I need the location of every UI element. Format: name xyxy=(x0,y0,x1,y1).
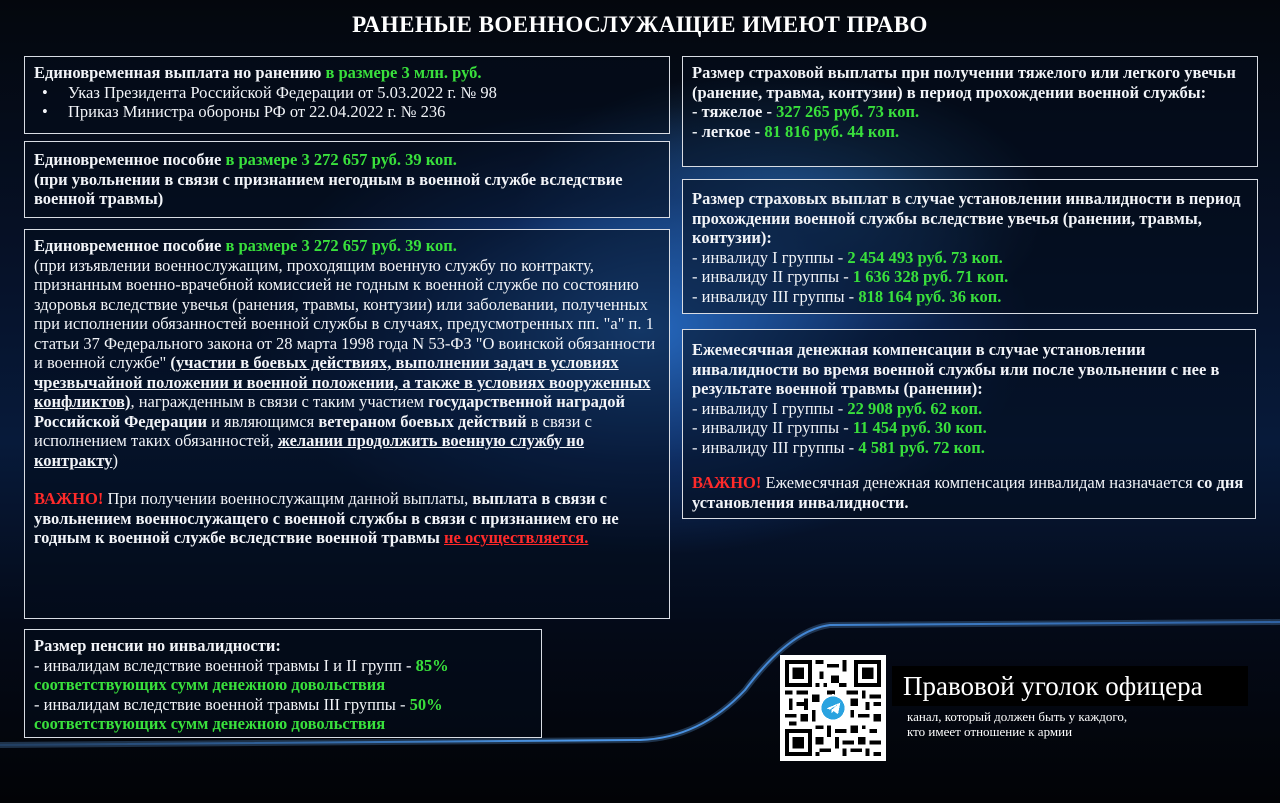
box3-warning xyxy=(34,489,660,548)
channel-description-line: кто имеет отношение к армии xyxy=(907,724,1073,739)
box7-label: - инвалиду III группы - xyxy=(692,437,859,457)
warning-label: ВАЖНО! xyxy=(34,489,104,508)
box3-text: в связи с исполнением таких обязанностей, xyxy=(34,411,592,450)
box7-warning xyxy=(692,473,1246,512)
box5-label: - легкое - xyxy=(692,121,765,141)
box4-line-tail: соответствующих сумм денежною довольствия xyxy=(34,714,386,733)
box7-amount: 22 908 руб. 62 коп. xyxy=(847,398,983,418)
insurance-payment-injury-box xyxy=(682,56,1258,167)
box3-text: ) xyxy=(112,450,118,470)
telegram-qr-code[interactable] xyxy=(780,655,886,761)
box6-label: - инвалиду III группы - xyxy=(692,286,859,306)
box4-line: - инвалидам вследствие военной травмы I и II групп - xyxy=(34,655,416,675)
box3-underlined-text: (участии в боевых действиях, выполнении задач в условиях чрезвычайной положении и военной положении, а также в условиях вооруженных конфликтов) xyxy=(34,353,651,411)
box4-percent: 50% xyxy=(409,694,443,714)
warning-text: При получении военнослужащим данной выплаты, xyxy=(103,489,473,508)
box3-underlined-text: желании продолжить военную службу но контракту xyxy=(34,431,585,470)
box6-heading: Размер страховых выплат в случае установлении инвалидности в период прохождении военной службы вследствие увечья (ранении, травмы, контузии): xyxy=(692,189,1241,247)
warning-label: ВАЖНО! xyxy=(692,473,762,492)
lump-sum-allowance-contract-box xyxy=(24,229,670,619)
channel-name: Правовой уголок офицера xyxy=(892,666,1248,706)
box3-text: , награжденным в связи с таким участием xyxy=(130,392,429,411)
box5-amount: 327 265 руб. 73 коп. xyxy=(776,102,920,121)
disability-pension-box xyxy=(24,629,542,738)
box3-heading: Единовременное пособие xyxy=(34,236,226,255)
page-title: РАНЕНЫЕ ВОЕННОСЛУЖАЩИЕ ИМЕЮТ ПРАВО xyxy=(352,12,928,37)
box7-amount: 4 581 руб. 72 коп. xyxy=(858,437,985,457)
box1-heading: Единовременная выплата но ранению xyxy=(34,63,326,82)
list-item: • Указ Президента Российской Федерации от 5.03.2022 г. № 98 xyxy=(40,83,660,103)
insurance-payment-disability-box xyxy=(682,179,1258,314)
box5-amount: 81 816 руб. 44 коп. xyxy=(764,121,900,141)
box4-line: - инвалидам вследствие военной травмы III группы - xyxy=(34,694,410,714)
warning-bold-text: со дня установления инвалидности. xyxy=(692,473,1244,512)
lump-sum-allowance-dismissal-box xyxy=(24,141,670,218)
box2-amount: в размере 3 272 657 руб. 39 коп. xyxy=(225,150,457,169)
box6-amount: 2 454 493 руб. 73 коп. xyxy=(847,247,1003,267)
box1-amount: в размере 3 млн. руб. xyxy=(325,63,482,82)
channel-description xyxy=(907,709,1247,739)
box2-heading: Единовременное пособие xyxy=(34,150,226,169)
box3-text: (при изъявлении военнослужащим, проходящим военную службу по контракту, признанным военно-врачебной комиссией не годным к военной службе по состоянию здоровья вследствие увечья (ранения, травмы, контузии) или заболевании, полученных при исполнении обязанностей военной службы в случаях, предусмотренных пп. "а" п. 1 статьи 37 Федерального закона от 28 марта 1998 года N 53-ФЗ "О воинской обязанности xyxy=(34,255,656,353)
box5-label: - тяжелое - xyxy=(692,102,777,121)
warning-red-text: не осуществляется. xyxy=(444,528,589,547)
box1-list xyxy=(34,83,660,122)
box6-label: - инвалиду I группы - xyxy=(692,247,848,267)
box3-text: и являющимся xyxy=(206,411,319,431)
box6-amount: 1 636 328 руб. 71 коп. xyxy=(852,267,1009,286)
box7-label: - инвалиду II группы - xyxy=(692,418,853,437)
box3-bold-text: ветераном боевых действий xyxy=(318,411,527,431)
list-item: • Приказ Министра обороны РФ от 22.04.2022 г. № 236 xyxy=(40,102,660,122)
box6-amount: 818 164 руб. 36 коп. xyxy=(858,286,1002,306)
box3-body xyxy=(34,256,660,471)
box4-heading: Размер пенсии но инвалидности: xyxy=(34,636,281,655)
warning-bold-text: выплата в связи с увольнением военнослужащего с военной службы в связи с признанием его не годным к военной службе вследствие военной травмы xyxy=(34,489,619,547)
box6-label: - инвалиду II группы - xyxy=(692,267,853,286)
box2-note: (при увольнении в связи с признанием негодным в военной службе вследствие военной травмы) xyxy=(34,169,623,208)
warning-text: Ежемесячная денежная компенсация инвалидам назначается xyxy=(761,473,1197,492)
box7-heading: Ежемесячная денежная компенсации в случае установлении инвалидности во время военной службы или после увольнении с нее в результате военной травмы (ранении): xyxy=(692,340,1220,398)
box5-heading: Размер страховой выплаты прн полученни тяжелого или легкого увечьн (ранение, травма, контузии) в период прохождении военной службы: xyxy=(692,63,1236,102)
box3-bold-text: государственной наградой Российской Федерации xyxy=(34,392,626,431)
monthly-compensation-box xyxy=(682,329,1256,519)
box7-label: - инвалиду I группы - xyxy=(692,398,848,418)
lump-sum-injury-payment-box xyxy=(24,56,670,134)
qr-code-icon xyxy=(785,660,881,756)
box3-text: и военной службе" xyxy=(34,353,171,372)
box7-amount: 11 454 руб. 30 коп. xyxy=(852,418,987,437)
box4-percent: 85% xyxy=(415,655,449,675)
box3-amount: в размере 3 272 657 руб. 39 коп. xyxy=(225,236,457,255)
box4-line-tail: соответствующих сумм денежною довольствия xyxy=(34,675,386,694)
channel-description-line: канал, который должен быть у каждого, xyxy=(907,709,1128,724)
